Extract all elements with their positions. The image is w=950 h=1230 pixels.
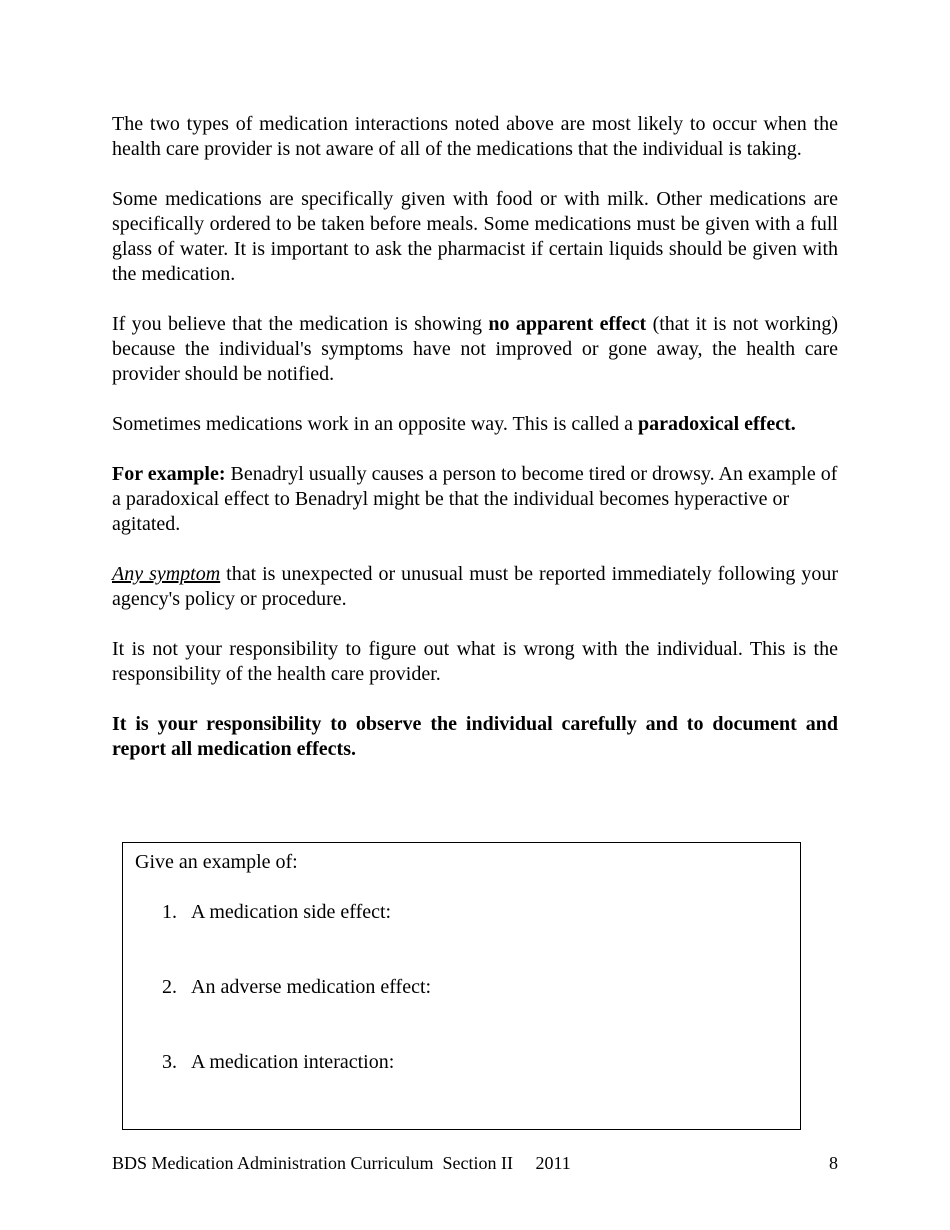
document-body: [112, 112, 838, 762]
text-segment: Sometimes medications work in an opposite way. This is called a: [112, 413, 639, 435]
paragraph-no-apparent-effect: [112, 312, 838, 387]
exercise-item-number: 1.: [162, 901, 177, 923]
exercise-title: Give an example of:: [135, 851, 298, 873]
text-segment: that is unexpected or unusual must be reported immediately following your agency's policy or procedure.: [112, 563, 838, 610]
exercise-item-number: 3.: [162, 1051, 177, 1073]
emphasis-any-symptom: Any symptom: [112, 563, 221, 585]
paragraph-paradoxical: [112, 412, 838, 437]
text-segment: Benadryl usually causes a person to become tired or drowsy. An example of a paradoxical effect to Benadryl might be that the individual becomes hyperactive or agitated.: [112, 463, 838, 535]
paragraph-example: [112, 462, 838, 537]
exercise-item: [162, 1050, 394, 1075]
exercise-item: [162, 900, 391, 925]
paragraph-any-symptom: [112, 562, 838, 612]
exercise-item-text: A medication side effect:: [191, 901, 392, 923]
paragraph-not-your-responsibility: It is not your responsibility to figure out what is wrong with the individual. This is the responsibility of the health care provider.: [112, 638, 838, 685]
paragraph-interactions: The two types of medication interactions noted above are most likely to occur when the health care provider is not aware of all of the medications that the individual is taking.: [112, 113, 838, 160]
bold-term-no-apparent-effect: no apparent effect: [488, 313, 647, 335]
page-number: 8: [829, 1153, 838, 1173]
bold-term-paradoxical-effect: paradoxical effect.: [638, 413, 796, 435]
paragraph-your-responsibility: [112, 712, 838, 762]
bold-statement: It is your responsibility to observe the individual carefully and to document and report all medication effects.: [112, 713, 838, 760]
exercise-item-text: A medication interaction:: [191, 1051, 395, 1073]
paragraph-food-milk: Some medications are specifically given with food or with milk. Other medications are specifically ordered to be taken before meals. Some medications must be given with a full glass of water. It is important to ask the pharmacist if certain liquids should be given with the medication.: [112, 188, 838, 285]
exercise-item: [162, 975, 431, 1000]
text-segment: (that it is not working) because the individual's symptoms have not improved or gone away, the health care provider should be notified.: [112, 313, 838, 385]
exercise-box: [122, 842, 801, 1130]
text-segment: If you believe that the medication is showing: [112, 313, 489, 335]
exercise-item-text: An adverse medication effect:: [191, 976, 432, 998]
footer-curriculum-title: BDS Medication Administration Curriculum Section II 2011: [112, 1153, 571, 1173]
exercise-item-number: 2.: [162, 976, 177, 998]
bold-label-for-example: For example:: [112, 463, 226, 485]
